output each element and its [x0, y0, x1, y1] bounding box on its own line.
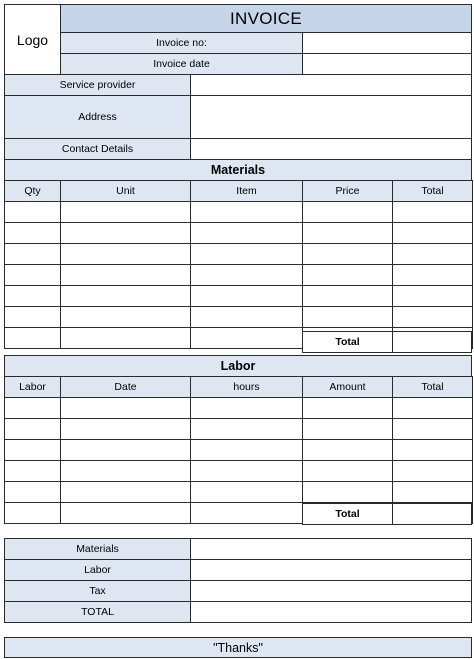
labor-cell[interactable] [60, 397, 191, 419]
materials-cell[interactable] [302, 201, 393, 223]
labor-cell[interactable] [190, 481, 303, 503]
invoice-date-label: Invoice date [60, 53, 303, 75]
materials-cell[interactable] [190, 264, 303, 286]
materials-col-price: Price [302, 180, 393, 202]
labor-cell[interactable] [302, 397, 393, 419]
materials-cell[interactable] [302, 264, 393, 286]
labor-cell[interactable] [4, 439, 61, 461]
summary-label-total: TOTAL [4, 601, 191, 623]
labor-cell[interactable] [302, 481, 393, 503]
materials-cell[interactable] [190, 243, 303, 265]
invoice-title: INVOICE [60, 4, 472, 33]
labor-col-labor: Labor [4, 376, 61, 398]
labor-cell[interactable] [60, 418, 191, 440]
labor-cell[interactable] [60, 481, 191, 503]
materials-total-label: Total [302, 331, 393, 353]
labor-cell[interactable] [60, 502, 191, 524]
labor-cell[interactable] [302, 460, 393, 482]
materials-col-item: Item [190, 180, 303, 202]
labor-cell[interactable] [190, 397, 303, 419]
labor-cell[interactable] [302, 418, 393, 440]
labor-cell[interactable] [4, 397, 61, 419]
materials-cell[interactable] [60, 264, 191, 286]
service-provider-field[interactable] [190, 74, 472, 96]
materials-cell[interactable] [190, 222, 303, 244]
labor-cell[interactable] [60, 460, 191, 482]
contact-details-field[interactable] [190, 138, 472, 160]
materials-cell[interactable] [60, 243, 191, 265]
labor-col-hours: hours [190, 376, 303, 398]
materials-cell[interactable] [60, 201, 191, 223]
labor-col-amount: Amount [302, 376, 393, 398]
materials-cell[interactable] [4, 327, 61, 349]
labor-cell[interactable] [4, 481, 61, 503]
labor-cell[interactable] [4, 418, 61, 440]
invoice-no-field[interactable] [302, 32, 472, 54]
materials-cell[interactable] [190, 327, 303, 349]
labor-total-label: Total [302, 503, 393, 525]
logo: Logo [4, 4, 61, 75]
materials-cell[interactable] [4, 306, 61, 328]
invoice-no-label: Invoice no: [60, 32, 303, 54]
materials-cell[interactable] [392, 264, 473, 286]
materials-total-field[interactable] [392, 331, 472, 353]
summary-value-total[interactable] [190, 601, 472, 623]
address-label: Address [4, 95, 191, 139]
labor-cell[interactable] [392, 397, 473, 419]
summary-label-materials: Materials [4, 538, 191, 560]
materials-cell[interactable] [302, 306, 393, 328]
labor-cell[interactable] [4, 502, 61, 524]
materials-cell[interactable] [302, 243, 393, 265]
labor-col-date: Date [60, 376, 191, 398]
materials-col-unit: Unit [60, 180, 191, 202]
materials-cell[interactable] [190, 201, 303, 223]
summary-label-labor: Labor [4, 559, 191, 581]
materials-cell[interactable] [60, 222, 191, 244]
materials-col-total: Total [392, 180, 473, 202]
materials-cell[interactable] [190, 285, 303, 307]
materials-cell[interactable] [60, 306, 191, 328]
service-provider-label: Service provider [4, 74, 191, 96]
labor-cell[interactable] [392, 481, 473, 503]
summary-value-labor[interactable] [190, 559, 472, 581]
materials-cell[interactable] [392, 243, 473, 265]
materials-cell[interactable] [190, 306, 303, 328]
labor-cell[interactable] [302, 439, 393, 461]
summary-value-tax[interactable] [190, 580, 472, 602]
labor-cell[interactable] [392, 418, 473, 440]
labor-cell[interactable] [190, 439, 303, 461]
labor-cell[interactable] [190, 418, 303, 440]
materials-cell[interactable] [302, 222, 393, 244]
materials-cell[interactable] [4, 264, 61, 286]
labor-section-title: Labor [4, 355, 472, 377]
labor-col-total: Total [392, 376, 473, 398]
materials-cell[interactable] [60, 285, 191, 307]
materials-cell[interactable] [392, 222, 473, 244]
labor-cell[interactable] [392, 460, 473, 482]
materials-cell[interactable] [60, 327, 191, 349]
materials-cell[interactable] [392, 201, 473, 223]
summary-label-tax: Tax [4, 580, 191, 602]
address-field[interactable] [190, 95, 472, 139]
contact-details-label: Contact Details [4, 138, 191, 160]
materials-cell[interactable] [302, 285, 393, 307]
materials-col-qty: Qty [4, 180, 61, 202]
materials-cell[interactable] [4, 201, 61, 223]
labor-cell[interactable] [392, 439, 473, 461]
materials-cell[interactable] [392, 306, 473, 328]
invoice-date-field[interactable] [302, 53, 472, 75]
thanks-banner: "Thanks" [4, 637, 472, 658]
labor-cell[interactable] [190, 502, 303, 524]
summary-value-materials[interactable] [190, 538, 472, 560]
labor-cell[interactable] [190, 460, 303, 482]
materials-section-title: Materials [4, 159, 472, 181]
materials-cell[interactable] [4, 222, 61, 244]
labor-total-field[interactable] [392, 503, 472, 525]
materials-cell[interactable] [4, 285, 61, 307]
materials-cell[interactable] [392, 285, 473, 307]
labor-cell[interactable] [60, 439, 191, 461]
materials-cell[interactable] [4, 243, 61, 265]
labor-cell[interactable] [4, 460, 61, 482]
